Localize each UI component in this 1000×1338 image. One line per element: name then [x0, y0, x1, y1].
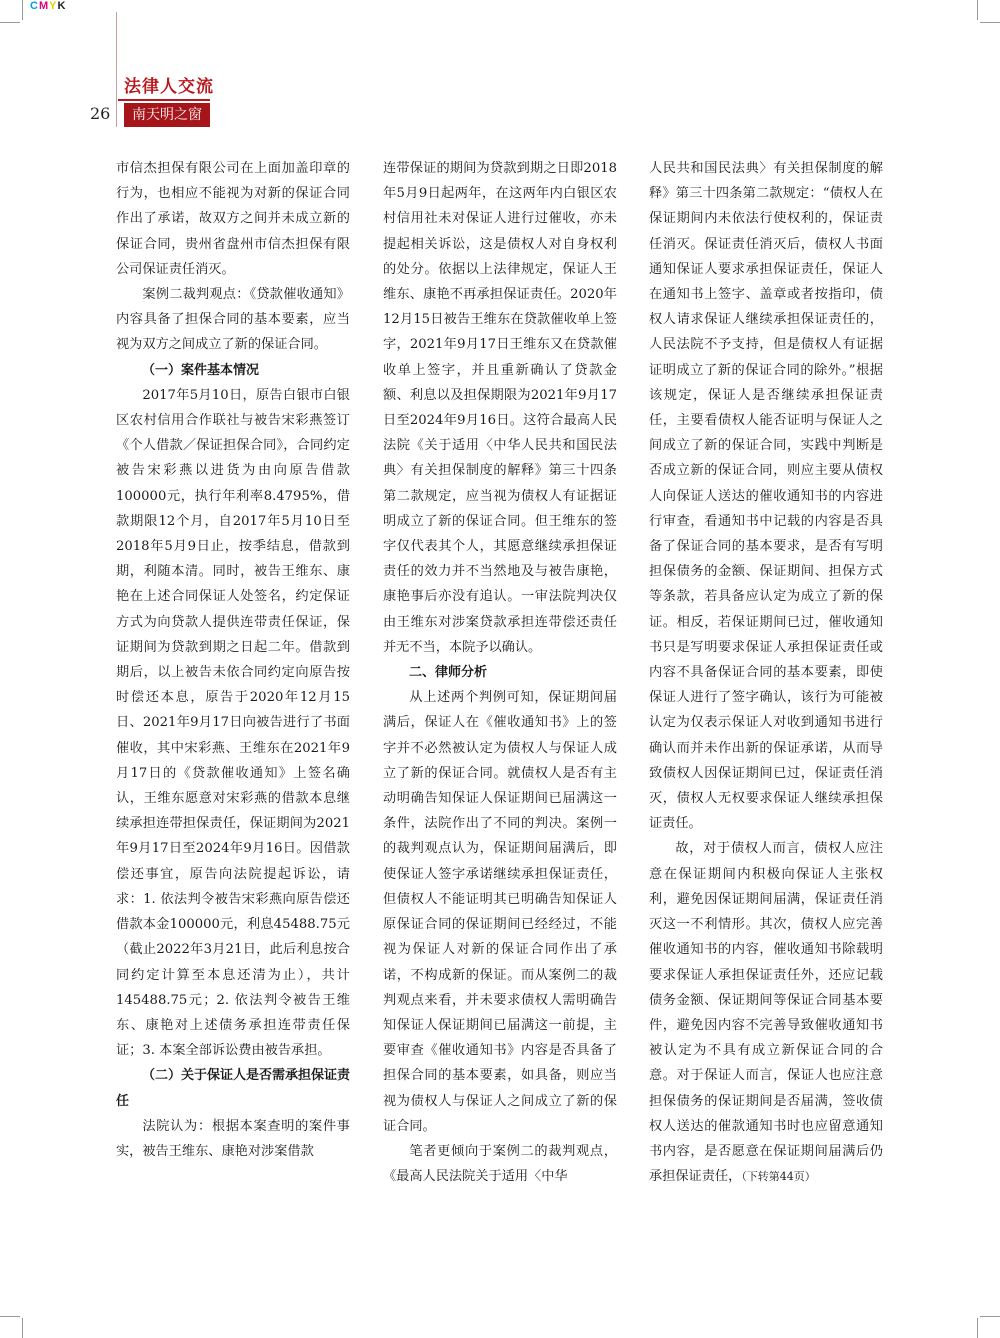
paragraph: 笔者更倾向于案例二的裁判观点，《最高人民法院关于适用〈中华 [383, 1143, 617, 1185]
header-rule [118, 99, 210, 101]
paragraph: 法院认为：根据本案查明的案件事实，被告王维东、康艳对涉案借款 [116, 1118, 350, 1159]
crop-mark [22, 1318, 23, 1338]
text-column-2 [383, 156, 617, 1189]
paragraph: 从上述两个判例可知，保证期间届满后，保证人在《催收通知书》上的签字并不必然被认定为债权人与保证人成立了新的保证合同。就债权人是否有主动明确告知保证人保证期间已届满这一条件，法院作出了不同的判决。案例一的裁判观点认为，保证期间届满后，即使保证人签字承诺继续承担保证责任，但债权人不能证明其已明确告知保证人原保证合同的保证期间已经经过，不能视为保证人对新的保证合同作出了承诺，不构成新的保证。而从案例二的裁判观点来看，并未要求债权人需明确告知保证人保证期间已届满这一前提，主要审查《催收通知书》内容是否具备了担保合同的基本要素，如具备，则应当视为债权人与保证人之间成立了新的保证合同。 [383, 690, 617, 1134]
paragraph: 案例二裁判观点：《贷款催收通知》内容具备了担保合同的基本要素，应当视为双方之间成立了新的保证合同。 [116, 287, 350, 353]
subheading: （一）案件基本情况 [142, 362, 260, 378]
text-column-3 [649, 156, 883, 1189]
paragraph: 市信杰担保有限公司在上面加盖印章的行为，也相应不能视为对新的保证合同作出了承诺，故双方之间并未成立新的保证合同，贵州省盘州市信杰担保有限公司保证责任消灭。 [116, 161, 350, 277]
paragraph-text: 故，对于债权人而言，债权人应注意在保证期间内积极向保证人主张权利，避免因保证期间届满，保证责任消灭这一不利情形。其次，债权人应完善催收通知书的内容，催收通知书除载明要求保证人承担保证责任外，还应记载债务金额、保证期间等保证合同基本要件，避免因内容不完善导致催收通知书被认定为不具有成立新保证合同的合意。对于保证人而言，保证人也应注意担保债务的保证期间是否届满，签收债权人送达的催款通知书时也应留意通知书内容，是否愿意在保证期间届满后仍承担保证责任， [649, 841, 883, 1185]
crop-mark [0, 1316, 20, 1317]
crop-mark [977, 0, 978, 20]
section-title: 法律人交流 [124, 77, 214, 97]
text-column-1 [116, 156, 350, 1164]
continued-note: （下转第44页） [741, 1170, 816, 1184]
crop-mark [977, 1318, 978, 1338]
crop-mark [0, 22, 20, 23]
crop-mark [980, 22, 1000, 23]
crop-mark [22, 0, 23, 20]
cmyk-print-mark: CMYK [30, 0, 67, 12]
section-heading: 二、律师分析 [409, 665, 488, 681]
header-divider [116, 12, 117, 127]
crop-mark [980, 1316, 1000, 1317]
paragraph [649, 836, 883, 1189]
paragraph: 2017年5月10日，原告白银市白银区农村信用合作联社与被告宋彩燕签订《个人借款／保证担保合同》，合同约定被告宋彩燕以进货为由向原告借款100000元，执行年利率8.4795%，借款期限12个月，自2017年5月10日至2018年5月9日止，按季结息，借款到期，利随本清。同时，被告王维东、康艳在上述合同保证人处签名，约定保证方式为向贷款人提供连带责任保证，保证期间为贷款到期之日起二年。借款到期后，以上被告未依合同约定向原告按时偿还本息，原告于2020年12月15日、2021年9月17日向被告进行了书面催收，其中宋彩燕、王维东在2021年9月17日的《贷款催收通知》上签名确认，王维东愿意对宋彩燕的借款本息继续承担连带担保责任，保证期间为2021年9月17日至2024年9月16日。因借款偿还事宜，原告向法院提起诉讼，请求：1. 依法判令被告宋彩燕向原告偿还借款本金100000元，利息45488.75元（截止2022年3月21日，此后利息按合同约定计算至本息还清为止），共计145488.75元；2. 依法判令被告王维东、康艳对上述债务承担连带责任保证；3. 本案全部诉讼费由被告承担。 [116, 387, 350, 1059]
paragraph: 人民共和国民法典〉有关担保制度的解释》第三十四条第二款规定：“债权人在保证期间内未依法行使权利的，保证责任消灭。保证责任消灭后，债权人书面通知保证人要求承担保证责任，保证人在通知书上签字、盖章或者按指印，债权人请求保证人继续承担保证责任的，人民法院不予支持，但是债权人有证据证明成立了新的保证合同的除外。”根据该规定，保证人是否继续承担保证责任，主要看债权人能否证明与保证人之间成立了新的保证合同，实践中判断是否成立新的保证合同，则应主要从债权人向保证人送达的催收通知书的内容进行审查，看通知书中记载的内容是否具备了保证合同的基本要求，是否有写明担保债务的金额、保证期间、担保方式等条款，若具备应认定为成立了新的保证。相反，若保证期间已过，催收通知书只是写明要求保证人承担保证责任或内容不具备保证合同的基本要素，即使保证人进行了签字确认，该行为可能被认定为仅表示保证人对收到通知书进行确认而并未作出新的保证承诺，从而导致债权人因保证期间已过，保证责任消灭，债权人无权要求保证人继续承担保证责任。 [649, 161, 883, 832]
column-badge: 南天明之窗 [124, 103, 210, 127]
subheading: （二）关于保证人是否需承担保证责任 [116, 1068, 351, 1109]
paragraph: 连带保证的期间为贷款到期之日即2018年5月9日起两年，在这两年内白银区农村信用社未对保证人进行过催收，亦未提起相关诉讼，这是债权人对自身权利的处分。依据以上法律规定，保证人王维东、康艳不再承担保证责任。2020年12月15日被告王维东在贷款催收单上签字，2021年9月17日王维东又在贷款催收单上签字，并且重新确认了贷款金额、利息以及担保期限为2021年9月17日至2024年9月16日。这符合最高人民法院《关于适用〈中华人民共和国民法典〉有关担保制度的解释》第三十四条第二款规定，应当视为债权人有证据证明成立了新的保证合同。但王维东的签字仅代表其个人，其愿意继续承担保证责任的效力并不当然地及与被告康艳，康艳事后亦没有追认。一审法院判决仅由王维东对涉案贷款承担连带偿还责任并无不当，本院予以确认。 [383, 161, 617, 655]
page-number: 26 [90, 104, 111, 123]
